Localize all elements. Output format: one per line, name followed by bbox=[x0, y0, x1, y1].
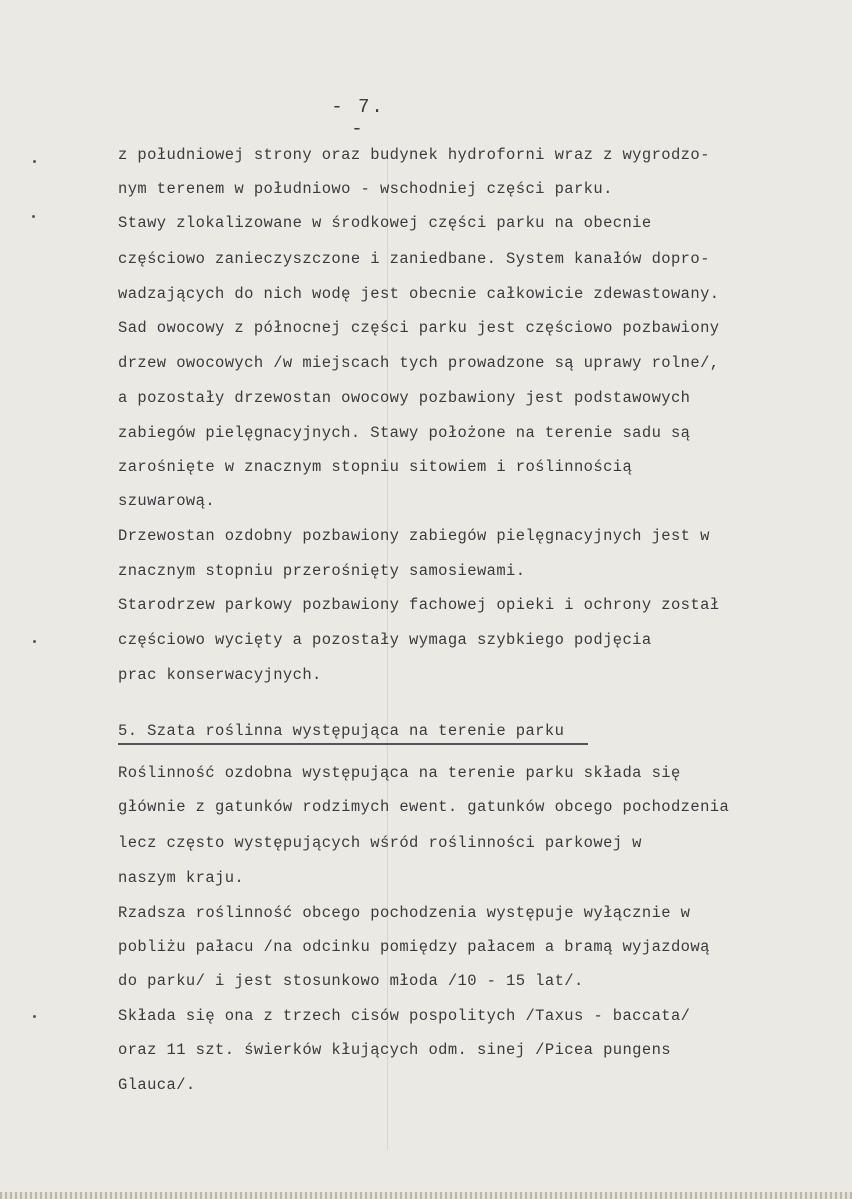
text-line: częściowo zanieczyszczone i zaniedbane. System kanałów dopro- bbox=[118, 250, 710, 268]
text-line: a pozostały drzewostan owocowy pozbawiony jest podstawowych bbox=[118, 389, 691, 407]
text-line: głównie z gatunków rodzimych ewent. gatunków obcego pochodzenia bbox=[118, 798, 730, 816]
text-line: Glauca/. bbox=[118, 1076, 196, 1094]
margin-speck bbox=[33, 1015, 36, 1018]
text-line: nym terenem w południowo - wschodniej części parku. bbox=[118, 180, 613, 198]
text-line: drzew owocowych /w miejscach tych prowadzone są uprawy rolne/, bbox=[118, 354, 720, 372]
text-line: Sad owocowy z północnej części parku jest częściowo pozbawiony bbox=[118, 319, 720, 337]
heading-underline bbox=[118, 743, 588, 745]
text-line: do parku/ i jest stosunkowo młoda /10 - 15 lat/. bbox=[118, 972, 584, 990]
page-bottom-edge bbox=[0, 1192, 852, 1199]
text-line: Starodrzew parkowy pozbawiony fachowej opieki i ochrony został bbox=[118, 596, 720, 614]
margin-speck bbox=[33, 640, 36, 643]
text-line: zarośnięte w znacznym stopniu sitowiem i roślinnością bbox=[118, 458, 633, 476]
text-line: Składa się ona z trzech cisów pospolitych /Taxus - baccata/ bbox=[118, 1007, 691, 1025]
text-line: zabiegów pielęgnacyjnych. Stawy położone na terenie sadu są bbox=[118, 424, 691, 442]
text-line: pobliżu pałacu /na odcinku pomiędzy pałacem a bramą wyjazdową bbox=[118, 938, 710, 956]
text-line: znacznym stopniu przerośnięty samosiewami. bbox=[118, 562, 526, 580]
text-line: szuwarową. bbox=[118, 492, 216, 510]
section-heading: 5. Szata roślinna występująca na terenie parku bbox=[118, 722, 565, 740]
margin-speck bbox=[32, 215, 35, 218]
text-line: Rzadsza roślinność obcego pochodzenia występuje wyłącznie w bbox=[118, 904, 691, 922]
text-line: Drzewostan ozdobny pozbawiony zabiegów pielęgnacyjnych jest w bbox=[118, 527, 710, 545]
margin-speck bbox=[33, 160, 36, 163]
text-line: z południowej strony oraz budynek hydroforni wraz z wygrodzo- bbox=[118, 146, 710, 164]
text-line: lecz często występujących wśród roślinności parkowej w bbox=[118, 834, 642, 852]
text-line: prac konserwacyjnych. bbox=[118, 666, 322, 684]
text-line: częściowo wycięty a pozostały wymaga szybkiego podjęcia bbox=[118, 631, 652, 649]
text-line: naszym kraju. bbox=[118, 869, 245, 887]
text-line: Stawy zlokalizowane w środkowej części parku na obecnie bbox=[118, 214, 652, 232]
text-line: oraz 11 szt. świerków kłujących odm. sinej /Picea pungens bbox=[118, 1041, 671, 1059]
text-line: wadzających do nich wodę jest obecnie całkowicie zdewastowany. bbox=[118, 285, 720, 303]
text-line: Roślinność ozdobna występująca na terenie parku składa się bbox=[118, 764, 681, 782]
page-number: - 7. - bbox=[331, 96, 385, 140]
